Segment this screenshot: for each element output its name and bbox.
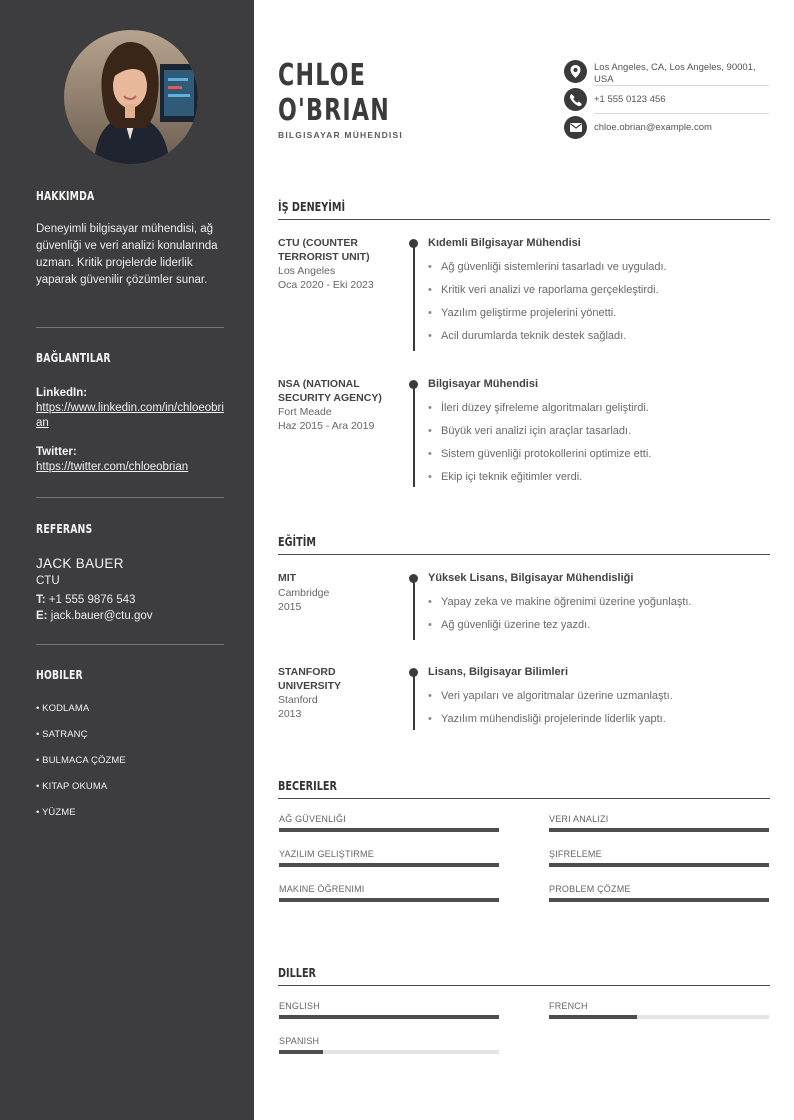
entry-location: Fort Meade (278, 406, 332, 418)
reference-email-label: E: (36, 610, 48, 622)
timeline-line (413, 382, 415, 487)
phone-text: +1 555 0123 456 (594, 94, 666, 105)
email-link[interactable]: chloe.obrian@example.com (594, 122, 712, 133)
hobby-list (36, 696, 224, 826)
skill-bar-track (549, 828, 769, 832)
experience-heading: İŞ DENEYİMİ (278, 199, 346, 214)
skill-item (279, 849, 499, 867)
about-heading: HAKKIMDA (36, 189, 95, 203)
entry-title: Lisans, Bilgisayar Bilimleri (428, 666, 569, 678)
full-name (278, 58, 390, 128)
reference-company: CTU (36, 575, 60, 587)
entry-location: Stanford (278, 694, 318, 706)
bullet-item: • Veri yapıları ve algoritmalar üzerine uzmanlaştı. (428, 685, 673, 708)
entry-org-name: CTU (COUNTER TERRORIST UNIT) (278, 237, 370, 263)
section-rule (278, 798, 770, 799)
timeline-line (413, 670, 415, 730)
skill-bar-track (279, 863, 499, 867)
reference-section (36, 522, 224, 624)
section-rule (278, 554, 770, 555)
timeline-dot (409, 574, 418, 583)
skills-heading: BECERILER (278, 778, 337, 793)
bullet-item: • Ekip içi teknik eğitimler verdi. (428, 466, 651, 489)
hobby-item: • BULMACA ÇÖZME (36, 755, 126, 766)
timeline-dot (409, 380, 418, 389)
sidebar (0, 0, 254, 1120)
twitter-link[interactable]: https://twitter.com/chloeobrian (36, 461, 189, 473)
languages-heading: DILLER (278, 965, 317, 980)
entry-location: Los Angeles (278, 265, 336, 277)
skill-bar-track (549, 863, 769, 867)
links-heading: BAĞLANTILAR (36, 351, 111, 365)
divider (36, 327, 224, 328)
skill-item (279, 884, 499, 902)
entry-location: Cambridge (278, 586, 330, 599)
skill-item (279, 814, 499, 832)
section-rule (278, 219, 770, 220)
hobby-item: • YÜZME (36, 807, 76, 818)
entry-org (278, 378, 393, 433)
contact-phone (564, 88, 769, 111)
reference-name: JACK BAUER (36, 556, 124, 571)
skill-bar-track (279, 828, 499, 832)
skill-bar-fill (549, 828, 769, 832)
language-bar-track (279, 1015, 499, 1019)
skill-item (549, 849, 769, 867)
entry-org-name: NSA (NATIONAL SECURITY AGENCY) (278, 378, 382, 404)
linkedin-label: LinkedIn: (36, 387, 88, 399)
skill-bar-track (279, 898, 499, 902)
education-heading: EĞİTİM (278, 534, 316, 549)
skill-name: PROBLEM ÇÖZME (549, 884, 631, 894)
skill-bar-fill (279, 863, 499, 867)
bullet-item: • Büyük veri analizi için araçlar tasarladı. (428, 420, 651, 443)
hobby-item: • KITAP OKUMA (36, 781, 108, 792)
language-name: FRENCH (549, 1001, 588, 1011)
reference-heading: REFERANS (36, 522, 93, 536)
skill-name: ŞIFRELEME (549, 849, 602, 859)
reference-phone-value: +1 555 9876 543 (48, 594, 136, 606)
entry-bullets (428, 685, 673, 731)
job-role: BILGISAYAR MÜHENDISI (278, 130, 403, 140)
skill-bar-track (549, 898, 769, 902)
bullet-item: • Kritik veri analizi ve raporlama gerçekleştirdi. (428, 279, 667, 302)
skill-name: VERI ANALIZI (549, 814, 609, 824)
phone-icon (564, 88, 587, 111)
entry-dates: 2013 (278, 708, 302, 720)
links-section (36, 351, 224, 475)
entry-org-name: MIT (278, 572, 297, 584)
language-item (549, 1001, 769, 1019)
bullet-item: • Sistem güvenliği protokollerini optimize etti. (428, 443, 651, 466)
reference-phone-label: T: (36, 594, 46, 606)
skill-name: AĞ GÜVENLIĞI (279, 814, 346, 824)
skill-bar-fill (549, 863, 769, 867)
avatar (64, 30, 198, 164)
language-bar-fill (549, 1015, 637, 1019)
skill-bar-fill (279, 828, 499, 832)
address-text: Los Angeles, CA, Los Angeles, 90001, USA (594, 62, 756, 85)
language-bar-track (549, 1015, 769, 1019)
hobbies-heading: HOBILER (36, 668, 83, 682)
language-bar-fill (279, 1050, 323, 1054)
entry-dates: 2015 (278, 600, 302, 613)
entry-title: Bilgisayar Mühendisi (428, 378, 539, 390)
first-name: CHLOE (278, 58, 367, 93)
bullet-item: • Ağ güvenliği üzerine tez yazdı. (428, 614, 692, 637)
skill-name: YAZILIM GELIŞTIRME (279, 849, 374, 859)
entry-org (278, 572, 393, 614)
divider (36, 644, 224, 645)
hobbies-section (36, 668, 224, 826)
bullet-item: • Yapay zeka ve makine öğrenimi üzerine yoğunlaştı. (428, 591, 692, 614)
last-name: O'BRIAN (278, 93, 390, 128)
divider (594, 113, 769, 114)
about-section (36, 189, 224, 289)
timeline-dot (409, 239, 418, 248)
entry-org (278, 666, 393, 721)
link-twitter (36, 445, 224, 475)
contact-address (564, 60, 769, 85)
entry-bullets (428, 256, 667, 348)
divider (36, 497, 224, 498)
language-item (279, 1001, 499, 1019)
hobby-item: • SATRANÇ (36, 729, 88, 740)
timeline-dot (409, 668, 418, 677)
skill-bar-fill (549, 898, 769, 902)
entry-bullets (428, 591, 692, 637)
location-pin-icon (564, 60, 587, 83)
language-bar-fill (279, 1015, 499, 1019)
entry-dates: Haz 2015 - Ara 2019 (278, 420, 375, 432)
skill-item (549, 814, 769, 832)
skill-name: MAKINE ÖĞRENIMI (279, 884, 365, 894)
reference-phone (36, 592, 224, 608)
skill-bar-fill (279, 898, 499, 902)
contact-email (564, 116, 769, 139)
language-name: SPANISH (279, 1036, 320, 1046)
divider (594, 85, 769, 86)
reference-email (36, 608, 224, 624)
language-bar-track (279, 1050, 499, 1054)
envelope-icon (564, 116, 587, 139)
about-text: Deneyimli bilgisayar mühendisi, ağ güvenliği ve veri analizi konularında uzman. Kritik projelerde liderlik yaparak güvenilir çözümler sunar. (36, 223, 218, 286)
timeline-line (413, 576, 415, 640)
hobby-item: • KODLAMA (36, 703, 90, 714)
bullet-item: • İleri düzey şifreleme algoritmaları geliştirdi. (428, 397, 651, 420)
entry-dates: Oca 2020 - Eki 2023 (278, 279, 374, 291)
bullet-item: • Ağ güvenliği sistemlerini tasarladı ve uyguladı. (428, 256, 667, 279)
reference-email-value: jack.bauer@ctu.gov (50, 610, 153, 622)
entry-org (278, 237, 393, 292)
language-name: ENGLISH (279, 1001, 320, 1011)
section-rule (278, 985, 770, 986)
linkedin-link[interactable]: https://www.linkedin.com/in/chloeobrian (36, 402, 224, 429)
entry-title: Kıdemli Bilgisayar Mühendisi (428, 237, 581, 249)
link-linkedin (36, 386, 224, 431)
entry-title: Yüksek Lisans, Bilgisayar Mühendisliği (428, 572, 634, 584)
twitter-label: Twitter: (36, 446, 77, 458)
language-item (279, 1036, 499, 1054)
entry-org-name: STANFORD UNIVERSITY (278, 666, 342, 692)
bullet-item: • Acil durumlarda teknik destek sağladı. (428, 325, 667, 348)
bullet-item: • Yazılım mühendisliği projelerinde liderlik yaptı. (428, 708, 673, 731)
bullet-item: • Yazılım geliştirme projelerini yönetti. (428, 302, 667, 325)
entry-bullets (428, 397, 651, 489)
skill-item (549, 884, 769, 902)
timeline-line (413, 241, 415, 351)
